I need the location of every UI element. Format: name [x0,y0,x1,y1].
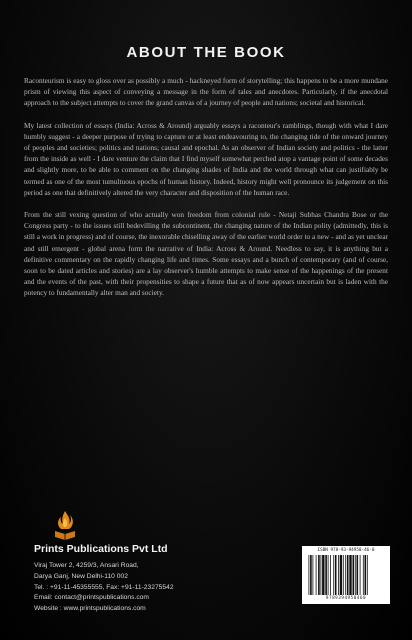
barcode-bar [360,555,361,595]
barcode-bar [318,555,320,595]
flame-book-logo-icon [54,510,76,540]
barcode-bar [363,555,364,595]
barcode-bar [333,555,334,595]
barcode-bar [330,555,331,595]
barcode-bars [308,555,384,595]
barcode-bar [321,555,322,595]
isbn-barcode [302,546,390,604]
barcode-bar [365,555,367,595]
barcode-bar [328,555,329,595]
barcode-bar [338,555,339,595]
barcode-bar [310,555,312,595]
barcode-bar [322,555,324,595]
barcode-bar [325,555,327,595]
barcode-bar [316,555,317,595]
barcode-bar [355,555,356,595]
barcode-bar [349,555,351,595]
section-heading: ABOUT THE BOOK [126,44,286,61]
address-line-2: Darya Ganj, New Delhi-110 002 [34,572,128,580]
barcode-bar [345,555,346,595]
publisher-name: Prints Publications Pvt Ltd [34,543,168,555]
publisher-contact [34,561,174,615]
barcode-bar [335,555,337,595]
website: Website : www.printspublications.com [34,605,146,613]
barcode-bar [353,555,355,595]
barcode-bar [313,555,314,595]
description-paragraph-1: Raconteurism is easy to gloss over as possibly a much - hackneyed form of storytelling; this happens to be a more mundane prism of viewing this aspect of conveying a message in the form of tales and anecdotes. Particularly, if the anecdotal approach to the subject attempts to cover the grand canvas of a journey of people and nations; societal and historical. [24,76,388,108]
description-paragraph-3: From the still vexing question of who actually won freedom from colonial rule - Netaji Subhas Chandra Bose or the Congress party - to the issues still bedevilling the subcontinent, the changing nature of the Indian polity (admittedly, this is still a work in progress) and of course, the inexorable chiselling away of the earlier world order to a new - and as yet unclear and still emergent - global arena form the narrative of India: Across & Around. Needless to say, it is anything but a definitive commentary on the rapidly changing life and times. Some essays and a bunch of contemporary (and of course, soon to be dated articles and stories) are a lay observer's humble attempts to make sense of the happenings of the present and the events of the past, with their propensities to shape a future that as of now appears uncertain but is laden with the potency to fundamentally alter man and society. [24,210,388,298]
barcode-bar [367,555,368,595]
barcode-bar [309,555,310,595]
phone-fax: Tel. : +91-11-45355555, Fax: +91-11-23275542 [34,583,174,591]
description-paragraph-2: My latest collection of essays (India: Across & Around) arguably essays a raconteur's ramblings, though with what I dare humbly suggest - a deeper purpose of trying to capture or at least endeavouring to, the changing tide of the onward journey of peoples and societies; politics and nations; causal and epochal. As an observer of Indian society and politics - the latter from the inside as well - I dare venture the claim that I find myself somewhat perched atop a vantage point of some decades and slightly more, to be able to comment on the changing shades of India and the world through what can justifiably be termed as one of the most tumultuous epochs of human history. Indeed, history might well pronounce its judgement on this period as one that definitively altered the very character and disposition of the human race. [24,120,388,197]
isbn-number: 9789394950460 [325,596,367,601]
barcode-bar [340,555,342,595]
barcode-bar [347,555,349,595]
isbn-label: ISBN 978-93-94950-46-0 [317,548,375,553]
barcode-bar [343,555,344,595]
address-line-1: Viraj Tower 2, 4259/3, Ansari Road, [34,562,139,569]
barcode-bar [357,555,359,595]
email: Email: contact@printspublications.com [34,594,149,602]
book-description [24,75,388,310]
